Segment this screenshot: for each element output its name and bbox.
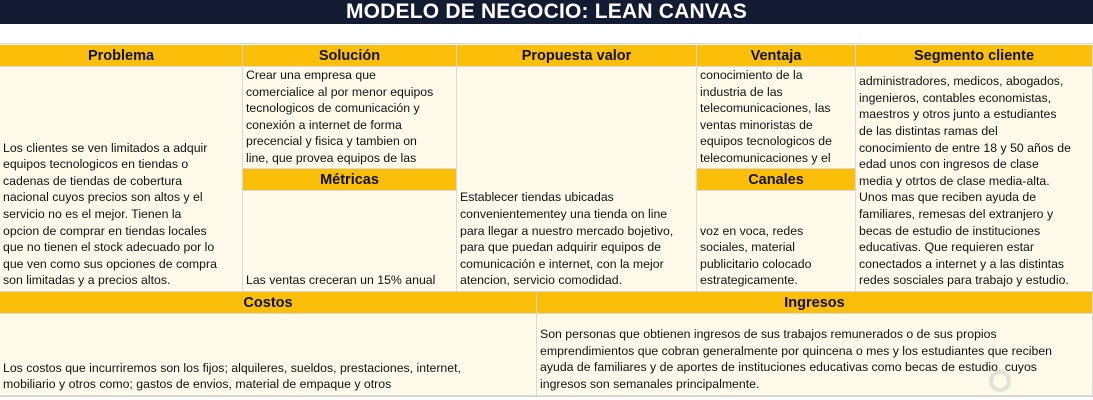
header-problema[interactable]: Problema bbox=[0, 45, 243, 67]
costos-cell[interactable] bbox=[0, 314, 537, 396]
costos-text: Los costos que incurriremos son los fijos; alquileres, sueldos, prestaciones, internet, mobiliario y otros como; gastos de envios, material de empaque y otros bbox=[3, 360, 461, 392]
propuesta-valor-cell[interactable] bbox=[457, 67, 697, 292]
watermark-logo-icon bbox=[989, 370, 1011, 392]
segmento-cliente-cell[interactable] bbox=[856, 67, 1093, 292]
metricas-cell[interactable] bbox=[243, 191, 457, 292]
next-row[interactable] bbox=[0, 396, 1093, 400]
solucion-text: Crear una empresa que comercialice al por menor equipos tecnologicos de comunicación y conexión a internet de forma precencial y fisica y tambien on line, que provea equipos de las bbox=[246, 68, 434, 165]
canales-cell[interactable] bbox=[697, 191, 856, 292]
canvas-title: MODELO DE NEGOCIO: LEAN CANVAS bbox=[0, 0, 1093, 24]
header-propuesta-valor[interactable]: Propuesta valor bbox=[457, 45, 697, 67]
header-ventaja[interactable]: Ventaja bbox=[697, 45, 856, 67]
header-costos[interactable]: Costos bbox=[0, 292, 537, 314]
ingresos-text: Son personas que obtienen ingresos de sus trabajos remunerados o de sus propios emprendimientos que cobran generalmente por quincena o mes y los estudiantes que reciben ayuda de familiares y de aportes de instituciones educativas como becas de estudio, cuyos ingresos son semanales principalmente. bbox=[540, 327, 1053, 391]
header-segmento-cliente[interactable]: Segmento cliente bbox=[856, 45, 1093, 67]
segmento-cliente-text: administradores, medicos, abogados, ingenieros, contables economistas, maestros y otros junto a estudiantes de las distintas ramas del conocimiento de entre 18 y 50 años de edad unos con ingresos de clase media y otrtos de clase media-alta. Unos mas que reciben ayuda de familiares, remesas del extranjero y becas de estudio de instituciones educativas. Que requieren estar conectados a internet y a las distintas redes sosciales para trabajo y estudio. bbox=[859, 74, 1071, 288]
canales-text: voz en voca, redes sociales, material publicitario colocado estrategicamente. bbox=[700, 223, 812, 288]
header-canales[interactable]: Canales bbox=[697, 169, 856, 191]
ventaja-text: conocimiento de la industria de las telecomunicaciones, las ventas minoristas de equipos tecnologicos de telecomunicaciones y el bbox=[700, 68, 832, 165]
header-solucion[interactable]: Solución bbox=[243, 45, 457, 67]
problema-cell[interactable] bbox=[0, 67, 243, 292]
header-metricas[interactable]: Métricas bbox=[243, 169, 457, 191]
solucion-cell[interactable] bbox=[243, 67, 457, 169]
header-ingresos[interactable]: Ingresos bbox=[537, 292, 1093, 314]
ventaja-cell[interactable] bbox=[697, 67, 856, 169]
metricas-text: Las ventas creceran un 15% anual bbox=[246, 273, 436, 288]
propuesta-valor-text: Establecer tiendas ubicadas convenientementey una tienda on line para llegar a nuestro mercado bojetivo, para que puedan adquirir equipos de comunicación e internet, con la mejor atencion, servicio comodidad. bbox=[460, 190, 674, 288]
problema-text: Los clientes se ven limitados a adquir equipos tecnologicos en tiendas o cadenas de tiendas de cobertura nacional cuyos precios son altos y el servicio no es el mejor. Tienen la opcion de comprar en tiendas locales que no tienen el stock adecuado por lo que ven como sus opciones de compra son limitadas y a precios altos. bbox=[3, 140, 217, 288]
empty-row[interactable] bbox=[0, 24, 1093, 44]
